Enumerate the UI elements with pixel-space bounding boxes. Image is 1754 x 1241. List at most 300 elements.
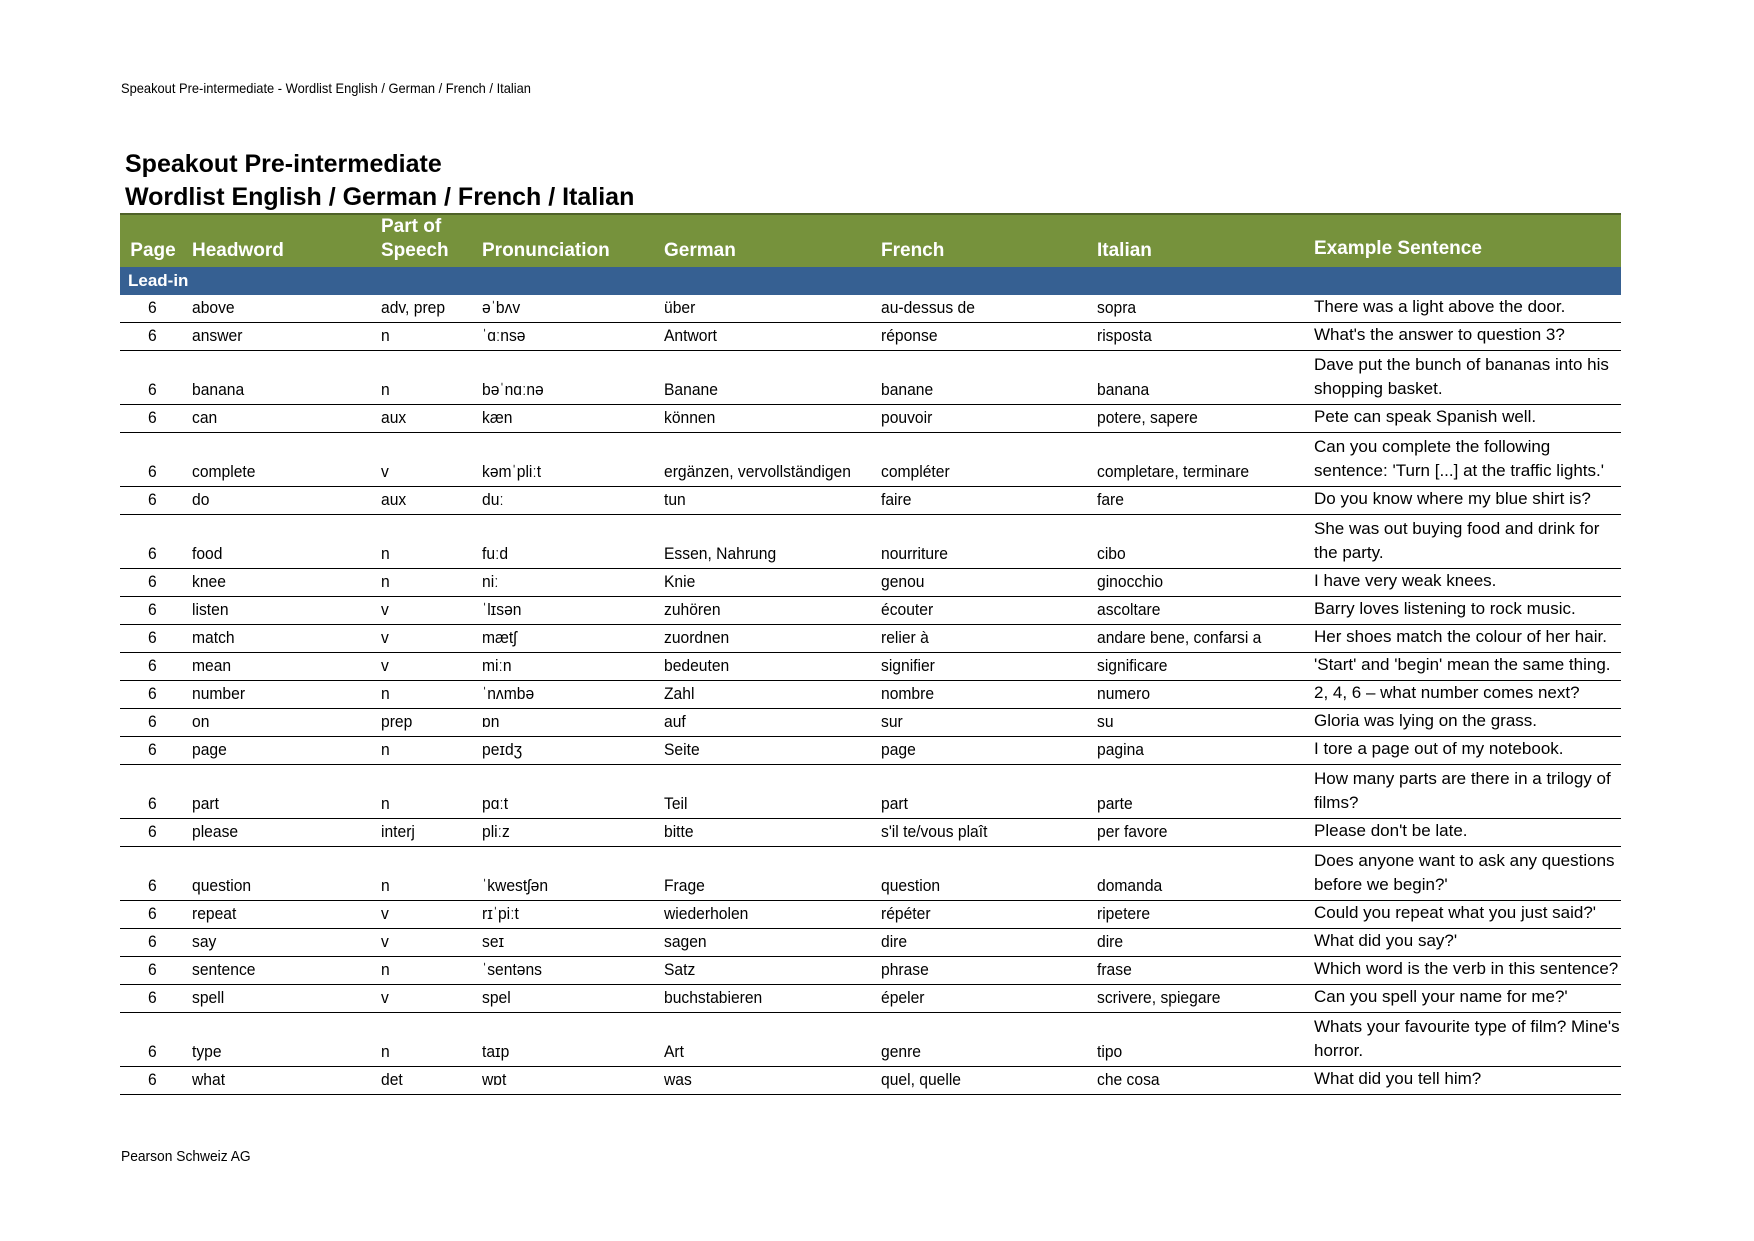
entry-part-of-speech-text: n [381,740,390,759]
entry-page [120,709,186,737]
entry-pronunciation [476,653,658,681]
entry-headword-text: sentence [192,960,256,979]
entry-italian [1091,985,1308,1013]
entry-italian-text: scrivere, spiegare [1097,988,1221,1007]
entry-pronunciation [476,625,658,653]
entry-french [875,487,1091,515]
entry-headword [186,295,375,323]
entry-page-text: 6 [148,1042,157,1061]
table-row [120,957,1621,985]
entry-french [875,847,1091,901]
entry-italian [1091,569,1308,597]
entry-page [120,985,186,1013]
entry-italian-text: completare, terminare [1097,462,1250,481]
entry-french [875,737,1091,765]
entry-italian [1091,405,1308,433]
entry-part-of-speech [375,295,476,323]
entry-german-text: wiederholen [664,904,749,923]
entry-headword-text: please [192,822,239,841]
entry-italian [1091,681,1308,709]
entry-example [1308,405,1621,433]
entry-headword-text: on [192,712,210,731]
entry-italian-text: dire [1097,932,1124,951]
entry-part-of-speech-text: v [381,628,389,647]
entry-page-text: 6 [148,712,157,731]
entry-part-of-speech-text: n [381,684,390,703]
entry-example-text: Which word is the verb in this sentence? [1314,959,1619,978]
entry-part-of-speech-text: n [381,794,390,813]
entry-example-text: How many parts are there in a trilogy of films? [1314,769,1611,812]
entry-headword [186,957,375,985]
entry-pronunciation-text: seɪ [482,932,505,951]
entry-part-of-speech-text: v [381,656,389,675]
entry-example-text: What's the answer to question 3? [1314,325,1565,344]
entry-french [875,351,1091,405]
column-header-german: German [664,240,736,261]
entry-italian [1091,765,1308,819]
entry-pronunciation-text: niː [482,572,499,591]
table-row [120,709,1621,737]
entry-part-of-speech [375,351,476,405]
entry-example-text: Does anyone want to ask any questions before we begin?' [1314,851,1615,894]
entry-page-text: 6 [148,462,157,481]
entry-headword-text: answer [192,326,243,345]
entry-example [1308,433,1621,487]
entry-part-of-speech [375,985,476,1013]
entry-headword [186,1013,375,1067]
entry-headword [186,405,375,433]
entry-german-text: ergänzen, vervollständigen [664,462,851,481]
entry-example [1308,323,1621,351]
entry-french [875,985,1091,1013]
entry-italian-text: ascoltare [1097,600,1161,619]
entry-part-of-speech-text: n [381,960,390,979]
entry-page [120,487,186,515]
entry-page [120,1067,186,1095]
table-row [120,681,1621,709]
entry-german-text: Knie [664,572,696,591]
entry-german [658,957,875,985]
entry-french-text: relier à [881,628,929,647]
entry-example-text: Her shoes match the colour of her hair. [1314,627,1607,646]
entry-german-text: auf [664,712,686,731]
entry-page-text: 6 [148,740,157,759]
entry-french [875,1013,1091,1067]
entry-headword [186,1067,375,1095]
entry-part-of-speech-text: v [381,904,389,923]
entry-example-text: 2, 4, 6 – what number comes next? [1314,683,1580,702]
entry-headword-text: type [192,1042,222,1061]
table-row [120,901,1621,929]
entry-german [658,433,875,487]
entry-french [875,901,1091,929]
entry-german-text: Zahl [664,684,695,703]
entry-pronunciation-text: rɪˈpiːt [482,904,519,923]
entry-italian [1091,295,1308,323]
entry-headword-text: spell [192,988,225,1007]
entry-italian-text: andare bene, confarsi a [1097,628,1262,647]
entry-page-text: 6 [148,600,157,619]
entry-page [120,433,186,487]
entry-german [658,1013,875,1067]
entry-example-text: Please don't be late. [1314,821,1468,840]
entry-example [1308,985,1621,1013]
entry-french-text: réponse [881,326,938,345]
entry-german [658,929,875,957]
entry-italian-text: parte [1097,794,1133,813]
entry-page-text: 6 [148,408,157,427]
entry-page-text: 6 [148,572,157,591]
entry-page-text: 6 [148,326,157,345]
column-header-part-of-speech: Part of Speech [381,216,449,261]
entry-headword [186,901,375,929]
entry-headword [186,847,375,901]
entry-french-text: dire [881,932,908,951]
entry-french-text: sur [881,712,903,731]
entry-italian [1091,929,1308,957]
entry-headword-text: match [192,628,235,647]
entry-part-of-speech [375,1013,476,1067]
entry-pronunciation-text: kæn [482,408,513,427]
entry-german [658,1067,875,1095]
entry-german-text: Frage [664,876,705,895]
entry-page-text: 6 [148,876,157,895]
entry-part-of-speech-text: v [381,988,389,1007]
entry-headword-text: listen [192,600,229,619]
entry-italian-text: cibo [1097,544,1126,563]
entry-pronunciation [476,351,658,405]
entry-page-text: 6 [148,904,157,923]
entry-french [875,765,1091,819]
entry-headword-text: knee [192,572,226,591]
entry-pronunciation-text: ˈsentəns [482,960,542,979]
entry-headword [186,985,375,1013]
entry-german-text: Art [664,1042,684,1061]
table-row [120,1067,1621,1095]
entry-headword [186,625,375,653]
entry-italian [1091,515,1308,569]
entry-french [875,597,1091,625]
entry-page [120,625,186,653]
table-row [120,597,1621,625]
entry-part-of-speech [375,1067,476,1095]
entry-headword [186,597,375,625]
entry-part-of-speech [375,709,476,737]
entry-pronunciation-text: taɪp [482,1042,510,1061]
entry-pronunciation [476,295,658,323]
entry-german [658,597,875,625]
entry-french [875,929,1091,957]
entry-part-of-speech-text: n [381,326,390,345]
entry-italian-text: sopra [1097,298,1137,317]
entry-example-text: Whats your favourite type of film? Mine's horror. [1314,1017,1620,1060]
entry-headword-text: page [192,740,227,759]
entry-part-of-speech-text: aux [381,408,407,427]
table-row [120,985,1621,1013]
entry-example-text: Can you complete the following sentence: 'Turn [...] at the traffic lights.' [1314,437,1604,480]
table-row [120,433,1621,487]
entry-pronunciation [476,1067,658,1095]
entry-german [658,901,875,929]
entry-part-of-speech-text: v [381,600,389,619]
entry-pronunciation-text: ˈlɪsən [482,600,522,619]
table-row [120,765,1621,819]
entry-german-text: Seite [664,740,700,759]
entry-pronunciation-text: mætʃ [482,628,517,647]
entry-pronunciation [476,323,658,351]
entry-part-of-speech [375,405,476,433]
entry-example [1308,351,1621,405]
entry-example [1308,1067,1621,1095]
entry-page-text: 6 [148,544,157,563]
entry-example [1308,597,1621,625]
entry-example [1308,625,1621,653]
entry-example-text: I have very weak knees. [1314,571,1497,590]
entry-page [120,819,186,847]
entry-headword [186,515,375,569]
entry-example [1308,569,1621,597]
entry-german-text: Teil [664,794,688,813]
entry-french-text: répéter [881,904,931,923]
entry-pronunciation [476,1013,658,1067]
table-row [120,737,1621,765]
column-header-headword: Headword [192,240,284,261]
entry-part-of-speech-text: v [381,462,389,481]
entry-italian-text: numero [1097,684,1151,703]
entry-italian-text: risposta [1097,326,1152,345]
entry-part-of-speech-text: interj [381,822,415,841]
entry-pronunciation-text: miːn [482,656,512,675]
section-row [120,267,1621,295]
entry-page-text: 6 [148,960,157,979]
entry-part-of-speech [375,901,476,929]
table-row [120,653,1621,681]
entry-example-text: There was a light above the door. [1314,297,1566,316]
entry-french-text: nombre [881,684,935,703]
entry-german [658,515,875,569]
entry-italian-text: fare [1097,490,1124,509]
entry-part-of-speech [375,819,476,847]
entry-german [658,737,875,765]
entry-page-text: 6 [148,822,157,841]
entry-german-text: Essen, Nahrung [664,544,777,563]
entry-german [658,653,875,681]
entry-part-of-speech-text: n [381,380,390,399]
entry-german [658,569,875,597]
entry-german-text: zuordnen [664,628,730,647]
table-row [120,819,1621,847]
entry-part-of-speech-text: adv, prep [381,298,446,317]
entry-german-text: was [664,1070,692,1089]
document-title [125,148,634,214]
entry-italian [1091,957,1308,985]
entry-part-of-speech [375,487,476,515]
entry-german-text: zuhören [664,600,721,619]
entry-headword [186,569,375,597]
entry-pronunciation-text: fuːd [482,544,509,563]
entry-french-text: phrase [881,960,929,979]
entry-headword [186,323,375,351]
entry-example [1308,653,1621,681]
entry-example-text: I tore a page out of my notebook. [1314,739,1564,758]
entry-german [658,847,875,901]
entry-german-text: bedeuten [664,656,730,675]
entry-french-text: au-dessus de [881,298,975,317]
entry-french-text: épeler [881,988,925,1007]
table-row [120,295,1621,323]
entry-example-text: She was out buying food and drink for the party. [1314,519,1600,562]
entry-pronunciation [476,901,658,929]
column-header-page: Page [130,240,176,261]
entry-italian [1091,819,1308,847]
entry-french-text: part [881,794,908,813]
column-header-pronunciation: Pronunciation [482,240,610,261]
entry-part-of-speech [375,625,476,653]
entry-italian-text: domanda [1097,876,1163,895]
entry-example [1308,957,1621,985]
entry-pronunciation-text: pɑːt [482,794,509,813]
entry-italian [1091,351,1308,405]
entry-italian [1091,597,1308,625]
entry-headword-text: question [192,876,252,895]
entry-headword [186,819,375,847]
entry-part-of-speech-text: aux [381,490,407,509]
entry-page-text: 6 [148,988,157,1007]
entry-german-text: Banane [664,380,718,399]
entry-german-text: tun [664,490,686,509]
entry-german-text: über [664,298,696,317]
entry-headword [186,653,375,681]
section-label: Lead-in [128,271,189,290]
entry-example-text: What did you tell him? [1314,1069,1482,1088]
entry-french-text: nourriture [881,544,948,563]
entry-headword-text: say [192,932,217,951]
entry-part-of-speech [375,929,476,957]
entry-page-text: 6 [148,490,157,509]
title-line-1: Speakout Pre-intermediate [125,150,442,178]
entry-part-of-speech [375,433,476,487]
entry-french-text: question [881,876,941,895]
entry-headword-text: what [192,1070,226,1089]
entry-example-text: Barry loves listening to rock music. [1314,599,1576,618]
entry-part-of-speech [375,765,476,819]
entry-italian-text: che cosa [1097,1070,1160,1089]
entry-example-text: Could you repeat what you just said?' [1314,903,1597,922]
entry-italian-text: ripetere [1097,904,1151,923]
entry-example [1308,929,1621,957]
entry-example [1308,1013,1621,1067]
entry-french [875,1067,1091,1095]
column-header-example: Example Sentence [1314,238,1482,259]
entry-french-text: signifier [881,656,935,675]
entry-headword-text: above [192,298,235,317]
entry-example-text: Pete can speak Spanish well. [1314,407,1537,426]
entry-page [120,681,186,709]
table-header-row [120,214,1621,267]
entry-german [658,351,875,405]
entry-pronunciation-text: ˈɑːnsə [482,326,526,345]
running-header: Speakout Pre-intermediate - Wordlist English / German / French / Italian [121,80,531,96]
entry-german [658,681,875,709]
entry-french-text: page [881,740,916,759]
entry-italian [1091,901,1308,929]
entry-german [658,625,875,653]
entry-page-text: 6 [148,794,157,813]
entry-italian [1091,625,1308,653]
entry-page [120,737,186,765]
entry-example-text: 'Start' and 'begin' mean the same thing. [1314,655,1611,674]
entry-pronunciation-text: peɪdʒ [482,740,523,759]
entry-german [658,295,875,323]
entry-page [120,405,186,433]
entry-page-text: 6 [148,298,157,317]
entry-example [1308,819,1621,847]
entry-part-of-speech [375,515,476,569]
entry-pronunciation [476,957,658,985]
entry-pronunciation [476,765,658,819]
entry-italian-text: tipo [1097,1042,1123,1061]
entry-pronunciation [476,819,658,847]
entry-italian [1091,323,1308,351]
entry-headword [186,433,375,487]
table-row [120,929,1621,957]
entry-page [120,901,186,929]
table-row [120,515,1621,569]
table-row [120,351,1621,405]
entry-german-text: bitte [664,822,694,841]
entry-italian-text: per favore [1097,822,1168,841]
entry-pronunciation [476,847,658,901]
entry-page [120,597,186,625]
entry-part-of-speech-text: n [381,876,390,895]
entry-part-of-speech-text: n [381,572,390,591]
entry-pronunciation-text: wɒt [482,1070,507,1089]
entry-french [875,681,1091,709]
entry-french-text: compléter [881,462,950,481]
entry-french [875,405,1091,433]
entry-page [120,1013,186,1067]
entry-example-text: Can you spell your name for me?' [1314,987,1568,1006]
entry-french-text: banane [881,380,934,399]
entry-headword-text: mean [192,656,232,675]
entry-german [658,405,875,433]
entry-pronunciation-text: ɒn [482,712,500,731]
entry-french-text: genou [881,572,925,591]
table-row [120,1013,1621,1067]
entry-french [875,295,1091,323]
entry-german [658,819,875,847]
entry-italian [1091,847,1308,901]
title-line-2: Wordlist English / German / French / Italian [125,183,635,211]
entry-italian-text: banana [1097,380,1150,399]
entry-italian-text: significare [1097,656,1168,675]
entry-headword-text: part [192,794,219,813]
entry-pronunciation-text: spel [482,988,511,1007]
entry-page [120,351,186,405]
entry-example [1308,487,1621,515]
entry-example [1308,709,1621,737]
entry-pronunciation [476,405,658,433]
entry-headword-text: repeat [192,904,237,923]
entry-page-text: 6 [148,628,157,647]
entry-pronunciation [476,515,658,569]
entry-headword [186,351,375,405]
entry-french [875,323,1091,351]
entry-headword [186,929,375,957]
entry-part-of-speech [375,957,476,985]
entry-example-text: Gloria was lying on the grass. [1314,711,1537,730]
entry-french-text: écouter [881,600,934,619]
